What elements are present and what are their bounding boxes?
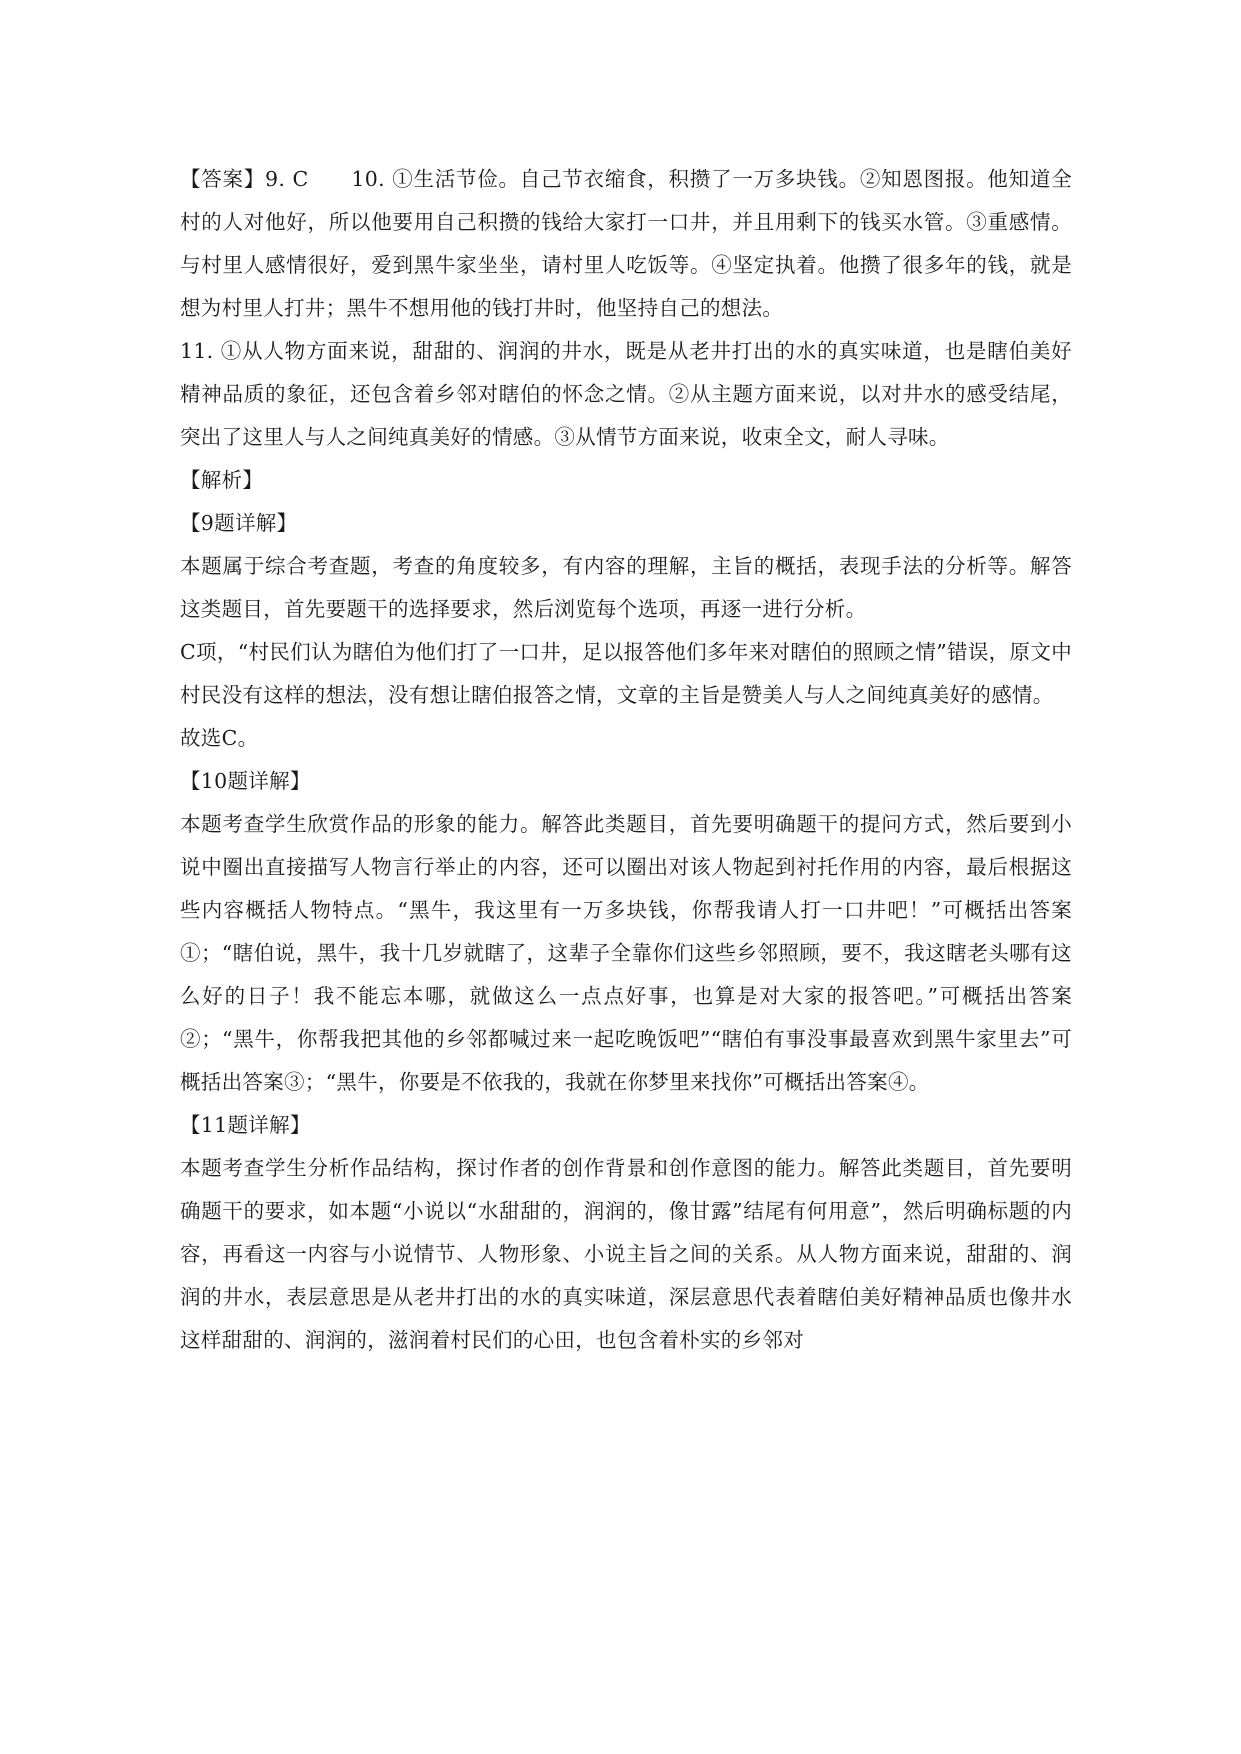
analysis-heading: 【解析】 [180,468,264,492]
q10-heading: 【10题详解】 [180,769,311,793]
q9-option-c: C项，“村民们认为瞎伯为他们打了一口井，足以报答他们多年来对瞎伯的照顾之情”错误，原文中村民没有这样的想法，没有想让瞎伯报答之情，文章的主旨是赞美人与人之间纯真美好的感情。 [180,640,1072,707]
answer-11-paragraph: 11. ①从人物方面来说，甜甜的、润润的井水，既是从老井打出的水的真实味道，也是瞎伯美好精神品质的象征，还包含着乡邻对瞎伯的怀念之情。②从主题方面来说，以对井水的感受结尾，突出了这里人与人之间纯真美好的情感。③从情节方面来说，收束全文，耐人寻味。 [180,339,1072,449]
q11-explanation: 本题考查学生分析作品结构，探讨作者的创作背景和创作意图的能力。解答此类题目，首先要明确题干的要求，如本题“小说以“水甜甜的，润润的，像甘露”结尾有何用意”，然后明确标题的内容，再看这一内容与小说情节、人物形象、小说主旨之间的关系。从人物方面来说，甜甜的、润润的井水，表层意思是从老井打出的水的真实味道，深层意思代表着瞎伯美好精神品质也像井水这样甜甜的、润润的，滋润着村民们的心田，也包含着朴实的乡邻对 [180,1156,1072,1352]
answer-paragraph: 【答案】9. C 10. ①生活节俭。自己节衣缩食，积攒了一万多块钱。②知恩图报。他知道全村的人对他好，所以他要用自己积攒的钱给大家打一口井，并且用剩下的钱买水管。③重感情。与村里人感情很好，爱到黑牛家坐坐，请村里人吃饭等。④坚定执着。他攒了很多年的钱，就是想为村里人打井；黑牛不想用他的钱打井时，他坚持自己的想法。 [180,167,1072,320]
q9-explanation: 本题属于综合考查题，考查的角度较多，有内容的理解，主旨的概括，表现手法的分析等。解答这类题目，首先要题干的选择要求，然后浏览每个选项，再逐一进行分析。 [180,554,1072,621]
q10-explanation: 本题考查学生欣赏作品的形象的能力。解答此类题目，首先要明确题干的提问方式，然后要到小说中圈出直接描写人物言行举止的内容，还可以圈出对该人物起到衬托作用的内容，最后根据这些内容概括人物特点。“黑牛，我这里有一万多块钱，你帮我请人打一口井吧！”可概括出答案①；“瞎伯说，黑牛，我十几岁就瞎了，这辈子全靠你们这些乡邻照顾，要不，我这瞎老头哪有这么好的日子！我不能忘本哪，就做这么一点点好事，也算是对大家的报答吧。”可概括出答案②；“黑牛，你帮我把其他的乡邻都喊过来一起吃晚饭吧”“瞎伯有事没事最喜欢到黑牛家里去”可概括出答案③；“黑牛，你要是不依我的，我就在你梦里来找你”可概括出答案④。 [180,812,1072,1094]
document-body [180,158,1072,1362]
q11-heading: 【11题详解】 [180,1113,311,1137]
q9-heading: 【9题详解】 [180,511,298,535]
q9-conclusion: 故选C。 [180,726,259,750]
